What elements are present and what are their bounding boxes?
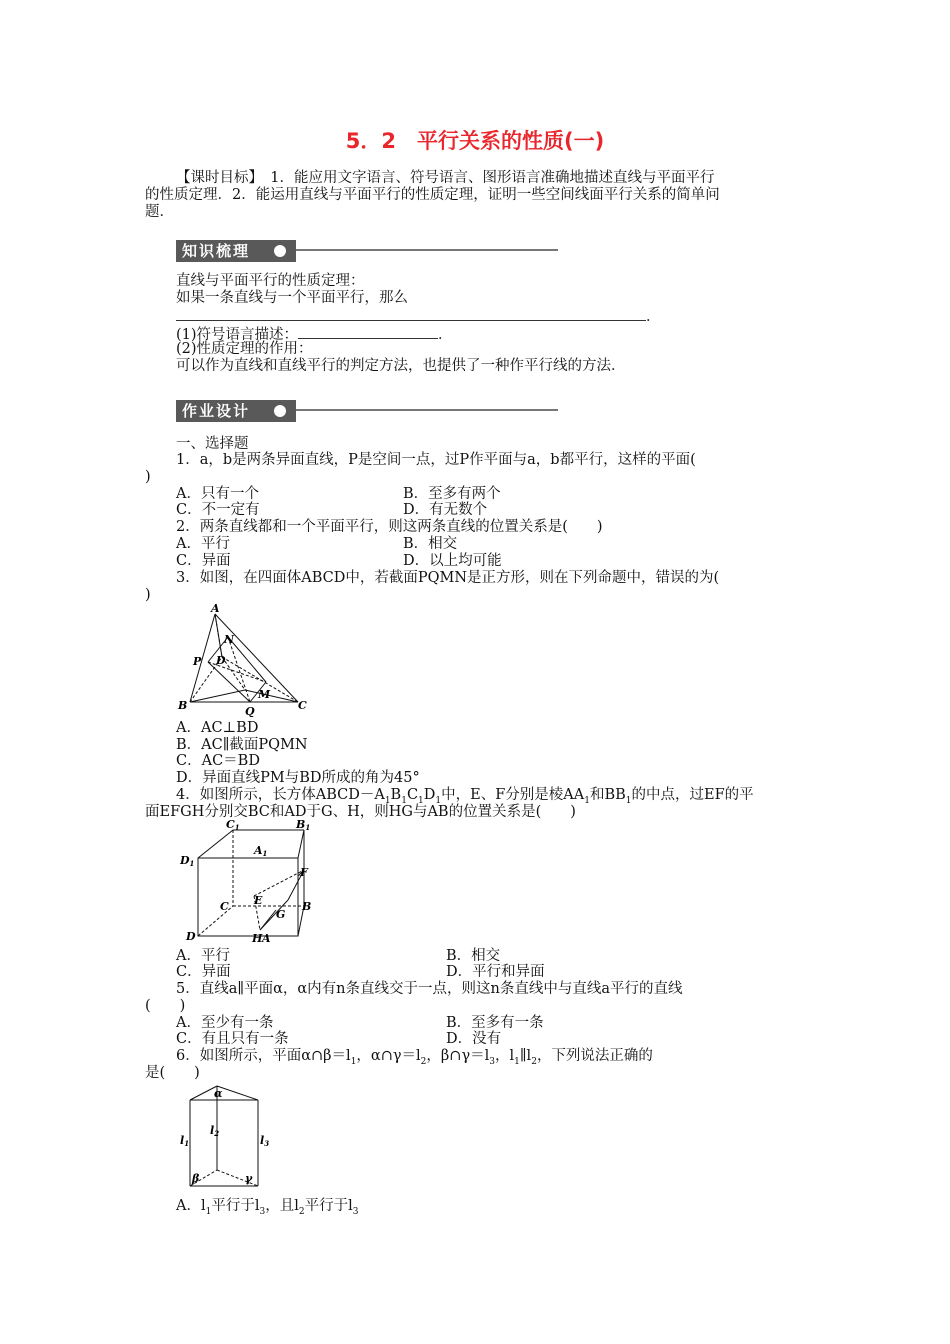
theorem-usage-text: 可以作为直线和直线平行的判定方法，也提供了一种作平行线的方法．: [176, 358, 626, 374]
q1-option-a: A．只有一个: [176, 486, 259, 502]
label-g: G: [276, 908, 286, 921]
heading-dot-icon: [274, 245, 286, 257]
objective-line-3: 题．: [145, 204, 174, 220]
objective-line-1: 【课时目标】 1．能应用文字语言、符号语言、图形语言准确地描述直线与平面平行: [176, 170, 715, 186]
heading-rule: [296, 409, 558, 411]
q5-option-d: D．没有: [446, 1031, 502, 1047]
planes-figure: [172, 1082, 272, 1194]
answer-blank: [176, 306, 646, 321]
q5-option-a: A．至少有一条: [176, 1015, 274, 1031]
label-beta: β: [192, 1172, 200, 1185]
label-vertex-d: D: [216, 654, 226, 667]
cuboid-figure: [176, 818, 326, 948]
label-d: D: [186, 930, 196, 943]
q6-stem: 6．如图所示，平面$\alpha\cap\beta=l_1$，$\alpha\cap\gamma=l_2$，$\beta\cap\gamma=l_3$，$l_1\parallel l_2$，下列说法正确的: [176, 1048, 653, 1067]
label-vertex-a: A: [211, 602, 220, 615]
q4-stem-end: 面EFGH分别交BC和AD于G、H，则HG与AB的位置关系是( ): [145, 804, 576, 820]
objective-label: 【课时目标】: [176, 170, 256, 186]
label-b1: B1: [296, 818, 311, 832]
theorem-usage: (2)性质定理的作用：: [176, 341, 313, 357]
label-b: B: [302, 900, 312, 913]
q3-option-c: C．AC＝BD: [176, 753, 260, 769]
q4-option-c: C．异面: [176, 964, 231, 980]
q2-option-d: D．以上均可能: [403, 553, 502, 569]
symbol-description: (1)符号语言描述： ．: [176, 324, 453, 344]
q1-option-c: C．不一定有: [176, 502, 260, 518]
q4-stem: 4．如图所示，长方体$ABCD-A_1B_1C_1D_1$中，E、F分别是棱$AA_1$和$BB_1$的中点，过EF的平: [176, 787, 754, 806]
q2-stem: 2．两条直线都和一个平面平行，则这两条直线的位置关系是( ): [176, 519, 603, 535]
label-point-q: Q: [245, 705, 255, 717]
part-label: 一、选择题: [176, 436, 249, 452]
objective-line-2: 的性质定理．2．能运用直线与平面平行的性质定理，证明一些空间线面平行关系的简单问: [145, 187, 720, 203]
page-title: 5．2 平行关系的性质(一): [345, 129, 605, 153]
label-l1: l1: [180, 1134, 190, 1148]
label-l2: l2: [210, 1124, 220, 1138]
q2-option-a: A．平行: [176, 536, 230, 552]
label-point-p: P: [193, 655, 202, 668]
label-point-m: M: [258, 688, 271, 701]
q6-stem-end: 是( ): [145, 1065, 200, 1081]
theorem-statement: 如果一条直线与一个平面平行，那么: [176, 290, 408, 306]
q2-option-b: B．相交: [403, 536, 458, 552]
label-gamma: γ: [245, 1172, 253, 1185]
q4-option-b: B．相交: [446, 948, 501, 964]
label-h: H: [252, 932, 263, 945]
q5-stem-end: ( ): [145, 998, 186, 1014]
q4-option-a: A．平行: [176, 948, 230, 964]
q2-option-c: C．异面: [176, 553, 231, 569]
q3-stem: 3．如图，在四面体ABCD中，若截面PQMN是正方形，则在下列命题中，错误的为(: [176, 570, 720, 586]
heading-dot-icon: [274, 405, 286, 417]
q4-option-d: D．平行和异面: [446, 964, 545, 980]
label-c: C: [220, 900, 229, 913]
q1-option-d: D．有无数个: [403, 502, 488, 518]
q3-option-b: B．AC∥截面PQMN: [176, 737, 308, 753]
theorem-title: 直线与平面平行的性质定理：: [176, 273, 365, 289]
answer-blank: [298, 324, 438, 339]
label-a1: A1: [254, 844, 268, 858]
q3-stem-end: ): [145, 587, 151, 603]
label-vertex-b: B: [178, 699, 188, 712]
q3-option-d: D．异面直线PM与BD所成的角为45°: [176, 770, 420, 786]
label-e: E: [254, 894, 263, 907]
label-point-n: N: [224, 633, 235, 646]
label-f: F: [300, 866, 308, 879]
label-d1: D1: [180, 854, 195, 868]
q3-option-a: A．AC⊥BD: [176, 720, 259, 736]
label-vertex-c: C: [298, 699, 307, 712]
q6-option-a: A．$l_1$平行于$l_3$，且$l_2$平行于$l_3$: [176, 1198, 359, 1217]
q1-stem: 1．a，b是两条异面直线，P是空间一点，过P作平面与a，b都平行，这样的平面(: [176, 452, 696, 468]
heading-rule: [296, 249, 558, 251]
q5-stem: 5．直线a∥平面α，α内有n条直线交于一点，则这n条直线中与直线a平行的直线: [176, 981, 683, 997]
label-alpha: α: [214, 1087, 223, 1100]
q5-option-c: C．有且只有一条: [176, 1031, 289, 1047]
label-a: A: [262, 932, 271, 945]
q1-stem-end: ): [145, 469, 151, 485]
theorem-blank-line: ．: [176, 306, 661, 326]
label-c1: C1: [226, 818, 240, 832]
label-l3: l3: [260, 1134, 270, 1148]
q1-option-b: B．至多有两个: [403, 486, 501, 502]
tetrahedron-figure: [170, 602, 315, 717]
q5-option-b: B．至多有一条: [446, 1015, 544, 1031]
